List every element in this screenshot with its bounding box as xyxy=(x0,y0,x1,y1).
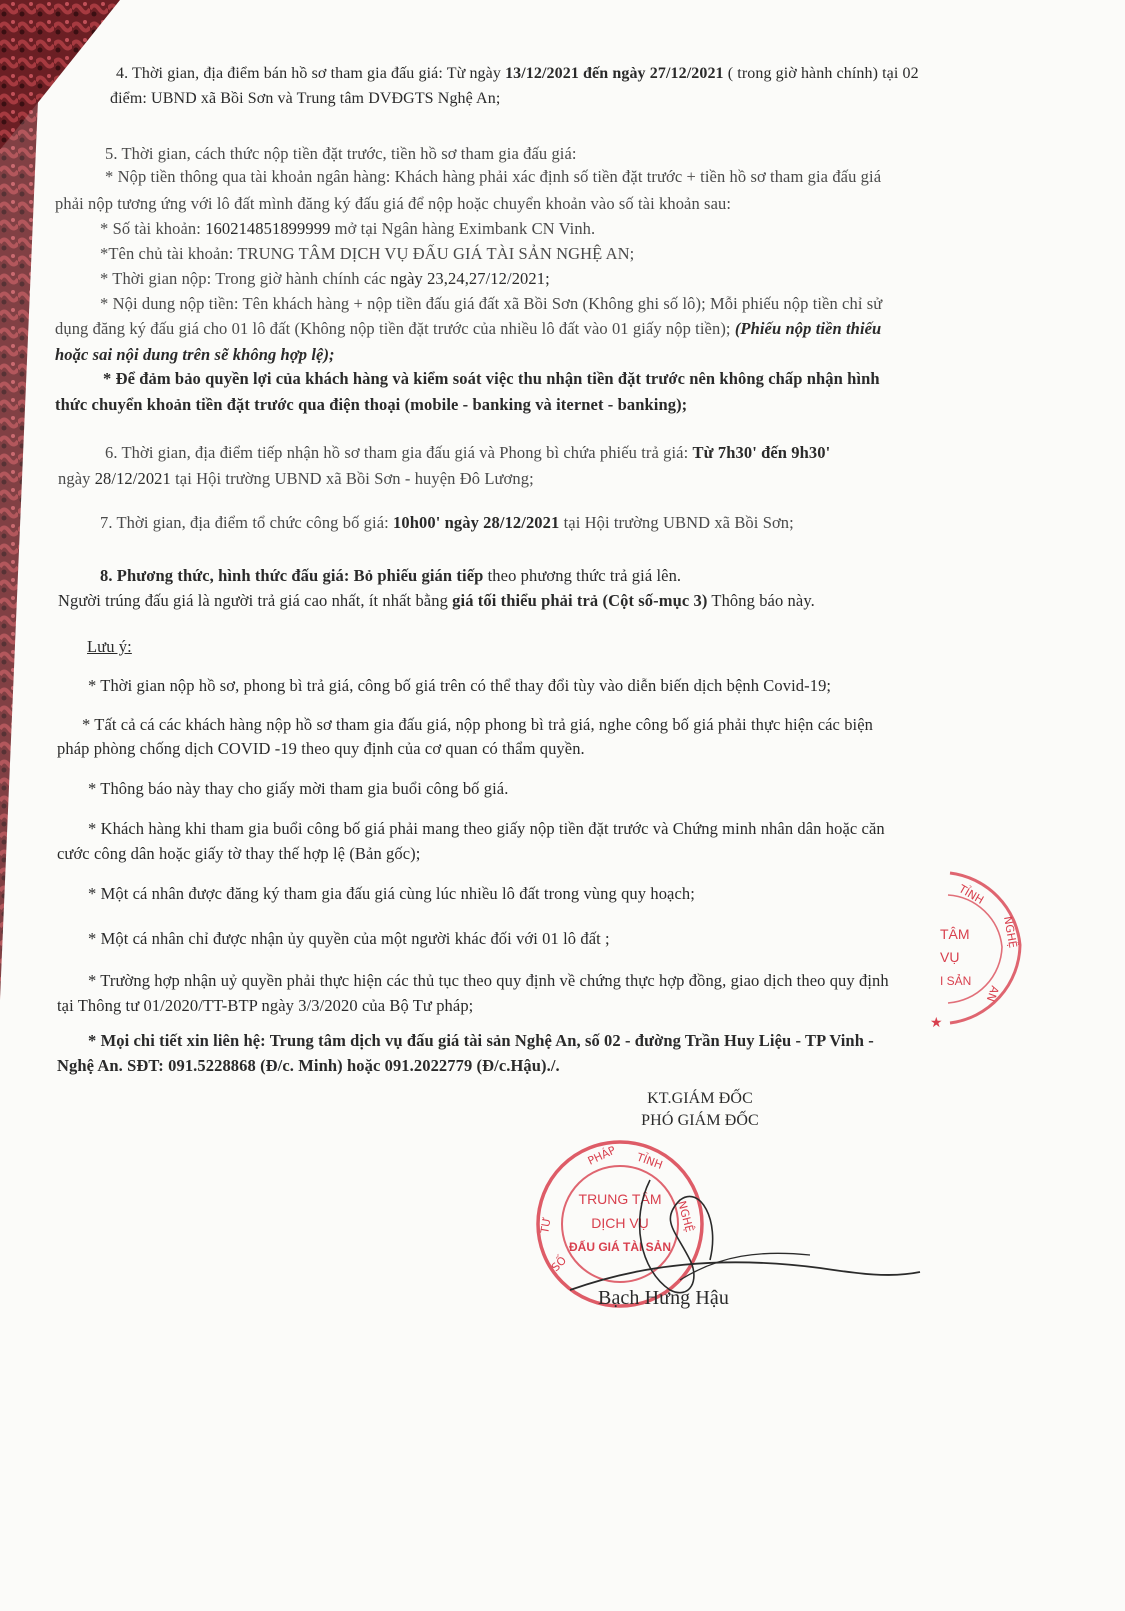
sec6-text: 6. Thời gian, địa điểm tiếp nhận hồ sơ tham gia đấu giá và Phong bì chứa phiếu trả giá: xyxy=(105,443,693,462)
sec5-warning-line2: thức chuyển khoản tiền đặt trước qua điện thoại (mobile - banking và iternet - banking); xyxy=(55,395,688,414)
sec8-method: 8. Phương thức, hình thức đấu giá: Bỏ phiếu gián tiếp xyxy=(100,566,484,585)
sec8-winner-text: Người trúng đấu giá là người trả giá cao nhất, ít nhất bằng xyxy=(58,591,453,610)
note-6: * Một cá nhân chỉ được nhận ủy quyền của một người khác đối với 01 lô đất ; xyxy=(88,929,610,948)
sec5-account xyxy=(100,218,595,240)
sign-title-2: PHÓ GIÁM ĐỐC xyxy=(641,1112,759,1129)
edge-seal-arc-2: NGHỆ xyxy=(1001,915,1020,950)
contact-line1: * Mọi chi tiết xin liên hệ: Trung tâm dịch vụ đấu giá tài sản Nghệ An, số 02 - đường Trần Huy Liệu - TP Vinh - xyxy=(88,1031,874,1050)
note-4-line1: * Khách hàng khi tham gia buổi công bố giá phải mang theo giấy nộp tiền đặt trước và Chứng minh nhân dân hoặc căn xyxy=(88,819,885,838)
sec5-bullet1-line1: * Nộp tiền thông qua tài khoản ngân hàng: Khách hàng phải xác định số tiền đặt trước + tiền hồ sơ tham gia đấu giá xyxy=(105,167,882,186)
edge-seal-star-icon: ★ xyxy=(930,1015,943,1031)
sec5-heading: 5. Thời gian, cách thức nộp tiền đặt trước, tiền hồ sơ tham gia đấu giá: xyxy=(105,144,577,163)
sec4-line1-text: 4. Thời gian, địa điểm bán hồ sơ tham gia đấu giá: Từ ngày xyxy=(116,65,506,82)
note-2-line2: pháp phòng chống dịch COVID -19 theo quy định của cơ quan có thẩm quyền. xyxy=(57,739,585,758)
edge-seal-line-3: I SẢN xyxy=(940,974,972,988)
edge-seal-line-1: TÂM xyxy=(940,926,970,942)
seal-line-2: DỊCH VỤ xyxy=(591,1215,649,1231)
edge-seal-arc-3: AN xyxy=(983,983,1002,1004)
sec6-line2 xyxy=(58,468,534,490)
seal-arc-phap: PHÁP xyxy=(585,1143,618,1168)
time-dates: ngày 23,24,27/12/2021; xyxy=(390,269,550,288)
seal-line-3: ĐẤU GIÁ TÀI SẢN xyxy=(569,1240,671,1254)
note-7-line2: tại Thông tư 01/2020/TT-BTP ngày 3/3/2020 của Bộ Tư pháp; xyxy=(57,996,474,1015)
sec7-place: tại Hội trường UBND xã Bồi Sơn; xyxy=(559,513,794,532)
seal-arc-tu: TƯ xyxy=(538,1216,554,1235)
sec5-time xyxy=(100,268,550,290)
account-bank: mở tại Ngân hàng Eximbank CN Vinh. xyxy=(330,219,596,238)
sec6-date: 28/12/2021 xyxy=(94,469,171,488)
sec6-place: tại Hội trường UBND xã Bồi Sơn - huyện Đô Lương; xyxy=(170,469,534,488)
sec6-day-label: ngày xyxy=(58,469,95,488)
sec8-line1 xyxy=(100,565,681,587)
sec5-content-line3: hoặc sai nội dung trên sẽ không hợp lệ); xyxy=(55,345,335,364)
note-3: * Thông báo này thay cho giấy mời tham gia buổi công bố giá. xyxy=(88,779,509,798)
seal-arc-tinh: TỈNH xyxy=(634,1150,665,1172)
note-1: * Thời gian nộp hồ sơ, phong bì trả giá, công bố giá trên có thể thay đổi tùy vào diễn biến dịch bệnh Covid-19; xyxy=(88,676,832,695)
seal-line-1: TRUNG TÂM xyxy=(578,1191,662,1207)
sec4-line2: điểm: UBND xã Bồi Sơn và Trung tâm DVĐGTS Nghệ An; xyxy=(110,90,501,107)
edge-seal-arc-1: TỈNH xyxy=(956,882,986,907)
seal-arc-nghe: NGHỆ xyxy=(675,1199,696,1234)
sec7-line xyxy=(100,512,794,534)
sec5-content-line1: * Nội dung nộp tiền: Tên khách hàng + nộp tiền đấu giá đất xã Bồi Sơn (Không ghi số lô); Mỗi phiếu nộp tiền chỉ sử xyxy=(100,294,883,313)
sec4-line1 xyxy=(116,63,919,85)
sec5-warning-line1: * Để đảm bảo quyền lợi của khách hàng và kiểm soát việc thu nhận tiền đặt trước nên không chấp nhận hình xyxy=(103,369,880,388)
sec8-min-price: giá tối thiểu phải trả (Cột số-mục 3) xyxy=(452,591,708,610)
note-4-line2: cước công dân hoặc giấy tờ thay thế hợp lệ (Bản gốc); xyxy=(57,844,421,863)
note-5: * Một cá nhân được đăng ký tham gia đấu giá cùng lúc nhiều lô đất trong vùng quy hoạch; xyxy=(88,884,695,903)
sec5-owner: *Tên chủ tài khoản: TRUNG TÂM DỊCH VỤ ĐẤU GIÁ TÀI SẢN NGHỆ AN; xyxy=(100,244,635,263)
content-text: dụng đăng ký đấu giá cho 01 lô đất (Không nộp tiền đặt trước của nhiều lô đất vào 01 giấy nộp tiền); xyxy=(55,319,735,338)
sec6-line1 xyxy=(105,442,830,464)
sec8-end: Thông báo này. xyxy=(707,591,815,610)
account-number: 160214851899999 xyxy=(205,219,331,238)
sec5-bullet1-line2: phải nộp tương ứng với lô đất mình đăng ký đấu giá để nộp hoặc chuyển khoản vào số tài khoản sau: xyxy=(55,194,732,213)
sec5-content-line2 xyxy=(55,318,881,340)
signer-name: Bạch Hưng Hậu xyxy=(598,1287,729,1309)
sec4-dates: 13/12/2021 đến ngày 27/12/2021 xyxy=(505,65,724,82)
account-label: * Số tài khoản: xyxy=(100,219,206,238)
sec8-line2 xyxy=(58,590,815,612)
notes-title: Lưu ý: xyxy=(87,637,132,656)
edge-seal xyxy=(920,865,1035,1035)
time-label: * Thời gian nộp: Trong giờ hành chính các xyxy=(100,269,391,288)
sign-title-1: KT.GIÁM ĐỐC xyxy=(647,1090,753,1107)
contact-line2: Nghệ An. SĐT: 091.5228868 (Đ/c. Minh) hoặc 091.2022779 (Đ/c.Hậu)./. xyxy=(57,1056,560,1075)
edge-seal-line-2: VỤ xyxy=(940,949,960,965)
sec7-time: 10h00' ngày 28/12/2021 xyxy=(393,513,560,532)
note-7-line1: * Trường hợp nhận uỷ quyền phải thực hiện các thủ tục theo quy định về chứng thực hợp đồng, giao dịch theo quy định xyxy=(88,971,889,990)
seal-arc-so: SỐ xyxy=(548,1253,570,1275)
sec8-text: theo phương thức trả giá lên. xyxy=(483,566,682,585)
sec7-text: 7. Thời gian, địa điểm tổ chức công bố giá: xyxy=(100,513,394,532)
content-warning: (Phiếu nộp tiền thiếu xyxy=(734,319,882,338)
note-2-line1: * Tất cả cá các khách hàng nộp hồ sơ tham gia đấu giá, nộp phong bì trả giá, nghe công bố giá phải thực hiện các biện xyxy=(82,715,874,734)
sec6-hours: Từ 7h30' đến 9h30' xyxy=(692,443,831,462)
sec4-line1-end: ( trong giờ hành chính) tại 02 xyxy=(723,65,919,82)
